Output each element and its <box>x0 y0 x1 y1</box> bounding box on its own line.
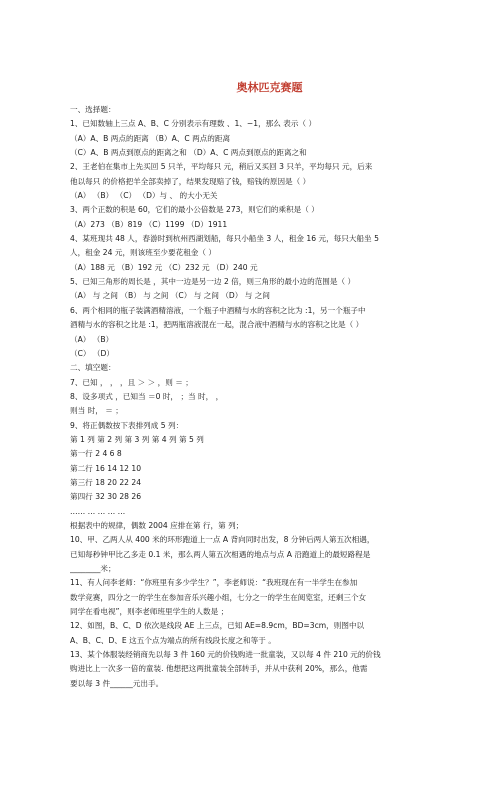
text-line: 一、选择题： <box>70 105 116 114</box>
document-page <box>0 81 503 793</box>
text-line: （A）188 元 （B）192 元 （C）232 元 （D）240 元 <box>70 262 258 272</box>
text-line: 已知每秒钟甲比乙多走 0.1 米，那么两人第五次相遇的地点与点 A 沿跑道上的最短路程是 <box>70 549 371 559</box>
text-line: 第 1 列 第 2 列 第 3 列 第 4 列 第 5 列 <box>70 434 204 444</box>
text-line: 根据表中的规律，偶数 2004 应排在第 行，第 列； <box>70 520 244 530</box>
text-line: 10、甲、乙两人从 400 米的环形跑道上一点 A 背向同时出发，8 分钟后两人第五次相遇， <box>70 535 375 545</box>
text-line: （A） （B） （C） （D）与 、 的大小无关 <box>70 191 218 201</box>
text-line: 第一行 2 4 6 8 <box>70 449 122 459</box>
text-line: 11、有人问李老师：“你班里有多少学生？”，李老师说：“我班现在有一半学生在参加 <box>70 578 358 588</box>
text-line: 第二行 16 14 12 10 <box>70 463 142 473</box>
text-line: 5、已知三角形的周长是 ，其中一边是另一边 2 倍，则三角形的最小边的范围是（ ） <box>70 277 356 287</box>
text-line: 7、已知 ， ， ，且 ＞ ＞ ，则 ＝ ； <box>70 377 193 387</box>
text-line: （A） （B） <box>70 334 114 344</box>
text-line: 同学在看电视”，则李老师班里学生的人数是 ； <box>70 607 229 617</box>
text-line: 8、设多项式 ，已知当 ＝0 时， ；当 时， ， <box>70 391 224 401</box>
text-line: 购进比上一次多一倍的童装. 他想把这两批童装全部转手，并从中获利 20%，那么，他需 <box>70 664 368 674</box>
text-line: 4、某班现共 48 人，春游时到杭州西湖划船，每只小船坐 3 人，租金 16 元，每只大船坐 5 <box>70 234 379 244</box>
text-line: 人，租金 24 元，则该班至少要花租金（ ） <box>70 248 216 258</box>
question-body <box>70 103 459 691</box>
text-line: （A）A、B 两点的距离 （B）A、C 两点的距离 <box>70 133 231 143</box>
text-line: 则当 时， ＝ ； <box>70 406 123 416</box>
text-line: （C） （D） <box>70 348 114 358</box>
text-line: 第三行 18 20 22 24 <box>70 477 142 487</box>
text-line: 第四行 32 30 28 26 <box>70 492 142 502</box>
text-line: （A）273 （B）819 （C）1199 （D）1911 <box>70 219 228 229</box>
text-line: 13、某个体服装经销商先以每 3 件 160 元的价钱购进一批童装，又以每 4 件 210 元的价钱 <box>70 650 381 660</box>
text-line: …… … … … … <box>70 506 126 516</box>
text-line: 12、如图，B、C、D 依次是线段 AE 上三点，已知 AE=8.9cm，BD=3cm，则图中以 <box>70 621 365 631</box>
text-line: 6、两个相同的瓶子装满酒精溶液，一个瓶子中酒精与水的容积之比为 :1，另一个瓶子中 <box>70 305 366 315</box>
text-line: 要以每 3 件______元出手。 <box>70 678 164 688</box>
text-line: 数学竞赛，四分之一的学生在参加音乐兴趣小组，七分之一的学生在阅览室，还剩三个女 <box>70 592 367 602</box>
text-line: 9、将正偶数按下表排列成 5 列： <box>70 420 184 430</box>
text-line: （C）A、B 两点到原点的距离之和 （D）A、C 两点到原点的距离之和 <box>70 148 307 158</box>
text-line: 二、填空题： <box>70 363 116 373</box>
text-line: 1、已知数轴上三点 A、B、C 分别表示有理数 、1、−1，那么 表示（ ） <box>70 119 317 129</box>
text-line: 酒精与水的容积之比是 :1，把两瓶溶液混在一起，混合液中酒精与水的容积之比是（ ） <box>70 320 364 330</box>
page-title: 奥林匹克赛题 <box>236 81 303 94</box>
text-line: （A） 与 之间 （B） 与 之间 （C） 与 之间 （D） 与 之间 <box>70 291 270 301</box>
text-line: A、B、C、D、E 这五个点为端点的所有线段长度之和等于 。 <box>70 635 276 645</box>
text-line: 3、两个正数的积是 60，它们的最小公倍数是 273，则它们的乘积是（ ） <box>70 205 319 215</box>
text-line: 2、王老伯在集市上先买回 5 只羊，平均每只 元，稍后又买回 3 只羊，平均每只 元，后来 <box>70 162 373 172</box>
text-line: ________米； <box>70 564 116 573</box>
text-line: 他以每只 的价格把羊全部卖掉了，结果发现赔了钱，赔钱的原因是（ ） <box>70 176 311 186</box>
